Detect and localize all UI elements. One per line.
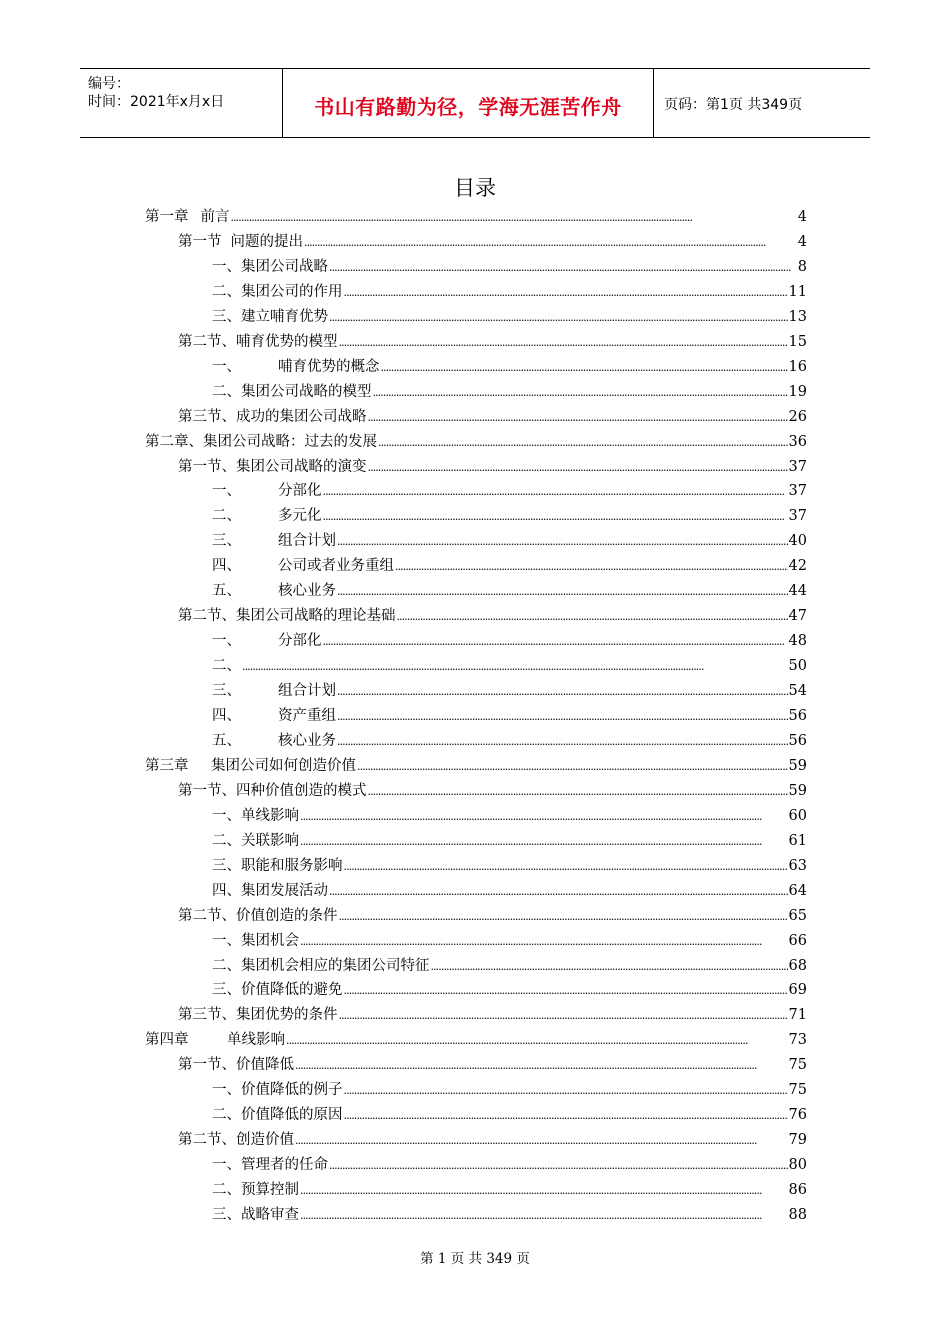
toc-entry-title: 创造价值 [236, 1132, 294, 1149]
toc-entry-number: 二、 [212, 383, 241, 400]
toc-entry[interactable] [178, 332, 807, 352]
toc-dot-leader [329, 257, 797, 278]
toc-entry-page: 61 [788, 832, 807, 849]
toc-dot-leader [397, 606, 788, 627]
toc-entry-number: 四、 [212, 558, 241, 575]
toc-entry-page: 80 [788, 1157, 807, 1174]
toc-entry[interactable] [212, 556, 807, 576]
toc-entry-number: 二、 [212, 508, 241, 525]
document-number-label: 编号： [88, 76, 130, 92]
toc-entry-label [212, 656, 241, 676]
toc-entry-number: 二、 [212, 1182, 241, 1199]
toc-entry-number: 一、 [212, 932, 241, 949]
toc-entry-title: 集团公司的作用 [241, 283, 343, 300]
toc-entry-number: 第三节、 [178, 408, 236, 425]
toc-dot-leader [300, 931, 788, 952]
toc-entry-page: 75 [788, 1082, 807, 1099]
toc-entry-page: 42 [788, 558, 807, 575]
toc-entry-page: 8 [797, 258, 807, 275]
toc-entry-title: 集团公司战略：过去的发展 [203, 433, 377, 450]
toc-dot-leader [300, 831, 788, 852]
toc-entry[interactable] [212, 806, 807, 826]
toc-entry[interactable] [178, 1055, 807, 1075]
header-page-info: 页码：第1页 共349页 [664, 97, 803, 113]
toc-entry-title: 集团公司如何创造价值 [211, 757, 356, 774]
toc-dot-leader [339, 906, 788, 927]
toc-entry-page: 54 [788, 683, 807, 700]
toc-entry-title: 分部化 [278, 483, 322, 500]
toc-entry[interactable] [178, 906, 807, 926]
toc-entry-label [212, 357, 380, 377]
toc-entry-page: 59 [788, 782, 807, 799]
toc-entry-page: 73 [788, 1032, 807, 1049]
document-time-label: 时间：2021年x月x日 [88, 94, 225, 110]
toc-entry[interactable] [212, 282, 807, 302]
toc-entry-number: 三、 [212, 857, 241, 874]
toc-entry[interactable] [178, 232, 807, 252]
toc-entry-title: 多元化 [278, 508, 322, 525]
toc-entry-number: 一、 [212, 1082, 241, 1099]
toc-entry-title: 集团优势的条件 [236, 1007, 338, 1024]
toc-dot-leader [300, 1205, 788, 1226]
toc-entry-label [212, 706, 336, 726]
toc-entry-number: 第一节、 [178, 782, 236, 799]
toc-entry-title: 战略审查 [241, 1207, 299, 1223]
toc-dot-leader [344, 856, 788, 877]
toc-entry-number: 第四章 [145, 1032, 189, 1049]
toc-entry-title: 核心业务 [278, 732, 336, 749]
toc-dot-leader [337, 731, 788, 752]
toc-entry-page: 86 [788, 1182, 807, 1199]
toc-entry-label [178, 906, 338, 926]
toc-entry-title: 集团机会 [241, 932, 299, 949]
toc-entry[interactable] [145, 207, 807, 227]
toc-entry-number: 二、 [212, 957, 241, 974]
toc-entry-page: 63 [788, 857, 807, 874]
toc-entry-number: 第一节 [178, 233, 222, 250]
toc-entry[interactable] [212, 731, 807, 751]
toc-entry-label [178, 457, 367, 477]
toc-entry-title: 集团公司战略的模型 [241, 383, 372, 400]
toc-entry-title: 建立哺育优势 [241, 308, 328, 325]
toc-entry[interactable] [178, 457, 807, 477]
toc-dot-leader [344, 1105, 788, 1126]
toc-entry-title: 组合计划 [278, 683, 336, 700]
toc-entry-label [212, 531, 336, 551]
toc-entry-label [212, 307, 328, 327]
toc-entry-title: 四种价值创造的模式 [236, 782, 367, 799]
toc-entry[interactable] [178, 606, 807, 626]
toc-entry[interactable] [212, 581, 807, 601]
toc-entry-number: 二、 [212, 658, 241, 675]
toc-entry-number: 三、 [212, 683, 241, 700]
toc-entry[interactable] [212, 257, 807, 277]
toc-entry-page: 56 [788, 708, 807, 724]
toc-entry-number: 一、 [212, 1157, 241, 1174]
toc-entry-title: 集团公司战略的理论基础 [236, 608, 396, 625]
toc-entry[interactable] [212, 307, 807, 327]
toc-entry-label [212, 581, 336, 601]
toc-entry-number: 三、 [212, 1207, 241, 1223]
toc-entry-page: 50 [788, 658, 807, 675]
page-footer: 第 1 页 共 349 页 [420, 1251, 530, 1267]
toc-entry-page: 47 [788, 608, 807, 625]
toc-entry-page: 79 [788, 1132, 807, 1149]
toc-entry[interactable] [212, 1080, 807, 1100]
toc-entry[interactable] [212, 856, 807, 876]
toc-entry[interactable] [212, 1205, 807, 1225]
toc-entry-page: 66 [788, 932, 807, 949]
toc-entry-title: 价值创造的条件 [236, 907, 338, 924]
header-motto: 书山有路勤为径，学海无涯苦作舟 [314, 95, 622, 119]
toc-entry-number: 四、 [212, 882, 241, 899]
toc-entry[interactable] [212, 1155, 807, 1175]
toc-entry-page: 60 [788, 807, 807, 824]
toc-entry-page: 44 [788, 583, 807, 600]
toc-entry-title: 单线影响 [241, 807, 299, 824]
toc-dot-leader [381, 357, 788, 378]
toc-entry-title: 价值降低的例子 [241, 1082, 343, 1099]
toc-entry[interactable] [212, 881, 807, 901]
toc-entry-label [212, 931, 299, 951]
toc-entry[interactable] [212, 1180, 807, 1200]
toc-entry[interactable] [212, 481, 807, 501]
toc-entry-label [178, 1005, 338, 1025]
toc-entry-page: 37 [788, 508, 807, 525]
toc-entry[interactable] [212, 706, 807, 726]
toc-entry-label [212, 506, 322, 526]
toc-entry-number: 二、 [212, 283, 241, 300]
toc-entry-label [178, 781, 367, 801]
toc-title: 目录 [454, 176, 496, 200]
toc-entry-number: 三、 [212, 982, 241, 999]
toc-entry-label [212, 1155, 328, 1175]
toc-entry-title: 价值降低 [236, 1057, 294, 1074]
toc-entry[interactable] [212, 506, 807, 526]
toc-entry[interactable] [145, 432, 807, 452]
toc-entry-label [212, 282, 343, 302]
toc-dot-leader [378, 432, 788, 453]
toc-entry-title: 核心业务 [278, 583, 336, 600]
toc-dot-leader [337, 531, 788, 552]
toc-entry-page: 48 [788, 633, 807, 650]
toc-entry-number: 三、 [212, 308, 241, 325]
toc-entry-label [178, 606, 396, 626]
toc-entry-label [212, 681, 336, 701]
toc-entry-label [212, 980, 343, 1000]
toc-dot-leader [304, 232, 797, 253]
page-header [80, 68, 870, 138]
toc-entry-title: 单线影响 [227, 1032, 285, 1049]
toc-entry-page: 56 [788, 732, 807, 749]
toc-entry-label [178, 1055, 294, 1075]
toc-entry-number: 二、 [212, 832, 241, 849]
toc-entry[interactable] [212, 956, 807, 976]
toc-dot-leader [300, 1180, 788, 1201]
toc-entry-number: 五、 [212, 583, 241, 600]
toc-entry-page: 4 [797, 233, 807, 250]
toc-entry-title: 前言 [200, 209, 230, 225]
toc-entry-number: 第一章 [145, 209, 189, 225]
toc-entry-page: 19 [788, 383, 807, 400]
toc-entry-number: 一、 [212, 358, 241, 375]
toc-dot-leader [323, 481, 788, 502]
toc-entry-title: 职能和服务影响 [241, 857, 343, 874]
toc-entry-title: 集团公司战略的演变 [236, 458, 367, 475]
toc-entry-title: 公司或者业务重组 [278, 558, 394, 575]
toc-entry-label [212, 481, 322, 501]
toc-entry-number: 第二节、 [178, 907, 236, 924]
toc-dot-leader [329, 881, 788, 902]
toc-dot-leader [368, 457, 788, 478]
toc-entry-page: 37 [788, 458, 807, 475]
toc-dot-leader [339, 1005, 788, 1026]
toc-entry[interactable] [212, 631, 807, 651]
toc-dot-leader [295, 1055, 788, 1076]
toc-entry-number: 第二节、 [178, 333, 236, 350]
toc-entry-page: 4 [797, 209, 807, 225]
toc-dot-leader [337, 681, 788, 702]
toc-entry-number: 四、 [212, 708, 241, 724]
toc-entry-page: 26 [788, 408, 807, 425]
toc-dot-leader [357, 756, 788, 777]
toc-entry-page: 69 [788, 982, 807, 999]
toc-entry-label [145, 1030, 285, 1050]
toc-entry-label [178, 232, 303, 252]
toc-entry-number: 一、 [212, 807, 241, 824]
toc-entry-title: 集团发展活动 [241, 882, 328, 899]
toc-entry-label [178, 332, 338, 352]
toc-dot-leader [329, 1155, 788, 1176]
toc-dot-leader [344, 282, 788, 303]
toc-entry-number: 五、 [212, 732, 241, 749]
toc-entry-page: 64 [788, 882, 807, 899]
toc-entry-number: 一、 [212, 258, 241, 275]
toc-entry-page: 16 [788, 358, 807, 375]
header-page-cell [654, 69, 870, 137]
toc-entry-title: 管理者的任命 [241, 1157, 328, 1174]
toc-entry-label [212, 556, 394, 576]
toc-entry-label [178, 407, 367, 427]
toc-entry-number: 第二节、 [178, 608, 236, 625]
toc-dot-leader [337, 581, 788, 602]
toc-entry-label [212, 1080, 343, 1100]
toc-entry[interactable] [212, 382, 807, 402]
toc-dot-leader [242, 656, 788, 677]
toc-entry[interactable] [178, 1130, 807, 1150]
toc-entry-title: 预算控制 [241, 1182, 299, 1199]
toc-entry-page: 88 [788, 1207, 807, 1223]
toc-entry-title: 集团机会相应的集团公司特征 [241, 957, 430, 974]
toc-entry-title: 问题的提出 [230, 233, 303, 250]
toc-entry-label [212, 631, 322, 651]
toc-entry[interactable] [178, 781, 807, 801]
toc-entry-number: 第三章 [145, 757, 189, 774]
toc-entry-label [212, 1180, 299, 1200]
toc-dot-leader [323, 631, 788, 652]
toc-entry-page: 71 [788, 1007, 807, 1024]
toc-entry-number: 第一节、 [178, 458, 236, 475]
toc-dot-leader [395, 556, 788, 577]
toc-entry-title: 价值降低的避免 [241, 982, 343, 999]
toc-dot-leader [329, 307, 788, 328]
toc-entry-label [212, 806, 299, 826]
toc-entry[interactable] [212, 656, 807, 676]
toc-dot-leader [339, 332, 788, 353]
toc-dot-leader [368, 781, 788, 802]
toc-dot-leader [337, 706, 788, 727]
toc-entry[interactable] [212, 831, 807, 851]
toc-entry-page: 68 [788, 957, 807, 974]
toc-entry-number: 一、 [212, 633, 241, 650]
toc-dot-leader [344, 1080, 788, 1101]
toc-entry-title: 哺育优势的概念 [278, 358, 380, 375]
toc-dot-leader [295, 1130, 788, 1151]
toc-entry-number: 第二章、 [145, 433, 203, 450]
toc-entry-label [145, 207, 230, 227]
toc-entry-page: 75 [788, 1057, 807, 1074]
toc-entry-label [212, 956, 430, 976]
toc-entry-page: 59 [788, 757, 807, 774]
toc-entry-page: 11 [788, 283, 807, 300]
toc-entry-label [212, 257, 328, 277]
toc-entry-title: 价值降低的原因 [241, 1107, 343, 1124]
toc-entry-page: 13 [788, 308, 807, 325]
toc-entry[interactable] [178, 407, 807, 427]
toc-dot-leader [373, 382, 788, 403]
toc-dot-leader [344, 980, 788, 1001]
toc-entry-number: 第一节、 [178, 1057, 236, 1074]
toc-entry-page: 36 [788, 433, 807, 450]
toc-entry-title: 成功的集团公司战略 [236, 408, 367, 425]
toc-entry-page: 76 [788, 1107, 807, 1124]
toc-entry-label [212, 1205, 299, 1225]
toc-entry-title: 关联影响 [241, 832, 299, 849]
toc-entry-label [212, 382, 372, 402]
toc-dot-leader [300, 806, 788, 827]
toc-entry[interactable] [212, 931, 807, 951]
toc-entry-label [212, 1105, 343, 1125]
toc-entry-label [212, 831, 299, 851]
toc-entry-label [212, 856, 343, 876]
toc-entry-label [145, 756, 356, 776]
toc-entry-number: 第三节、 [178, 1007, 236, 1024]
toc-dot-leader [431, 956, 788, 977]
toc-entry-label [178, 1130, 294, 1150]
toc-entry[interactable] [212, 980, 807, 1000]
toc-entry-title: 组合计划 [278, 533, 336, 550]
toc-entry-label [212, 881, 328, 901]
toc-entry-label [212, 731, 336, 751]
toc-entry-page: 15 [788, 333, 807, 350]
toc-entry[interactable] [178, 1005, 807, 1025]
toc-entry-label [145, 432, 377, 452]
toc-entry-page: 40 [788, 533, 807, 550]
toc-entry-number: 一、 [212, 483, 241, 500]
toc-entry[interactable] [212, 531, 807, 551]
toc-entry-title: 分部化 [278, 633, 322, 650]
toc-dot-leader [231, 207, 797, 228]
header-motto-cell [282, 69, 654, 137]
toc-entry-title: 集团公司战略 [241, 258, 328, 275]
toc-entry-number: 二、 [212, 1107, 241, 1124]
toc-entry[interactable] [145, 756, 807, 776]
toc-entry-number: 第二节、 [178, 1132, 236, 1149]
toc-dot-leader [368, 407, 788, 428]
toc-entry-page: 65 [788, 907, 807, 924]
toc-entry[interactable] [145, 1030, 807, 1050]
toc-entry[interactable] [212, 1105, 807, 1125]
toc-entry-page: 37 [788, 483, 807, 500]
toc-entry-title: 哺育优势的模型 [236, 333, 338, 350]
toc-entry[interactable] [212, 357, 807, 377]
toc-entry-title: 资产重组 [278, 708, 336, 724]
toc-dot-leader [323, 506, 788, 527]
header-info-cell [80, 69, 281, 137]
toc-entry[interactable] [212, 681, 807, 701]
toc-entry-number: 三、 [212, 533, 241, 550]
toc-dot-leader [286, 1030, 788, 1051]
